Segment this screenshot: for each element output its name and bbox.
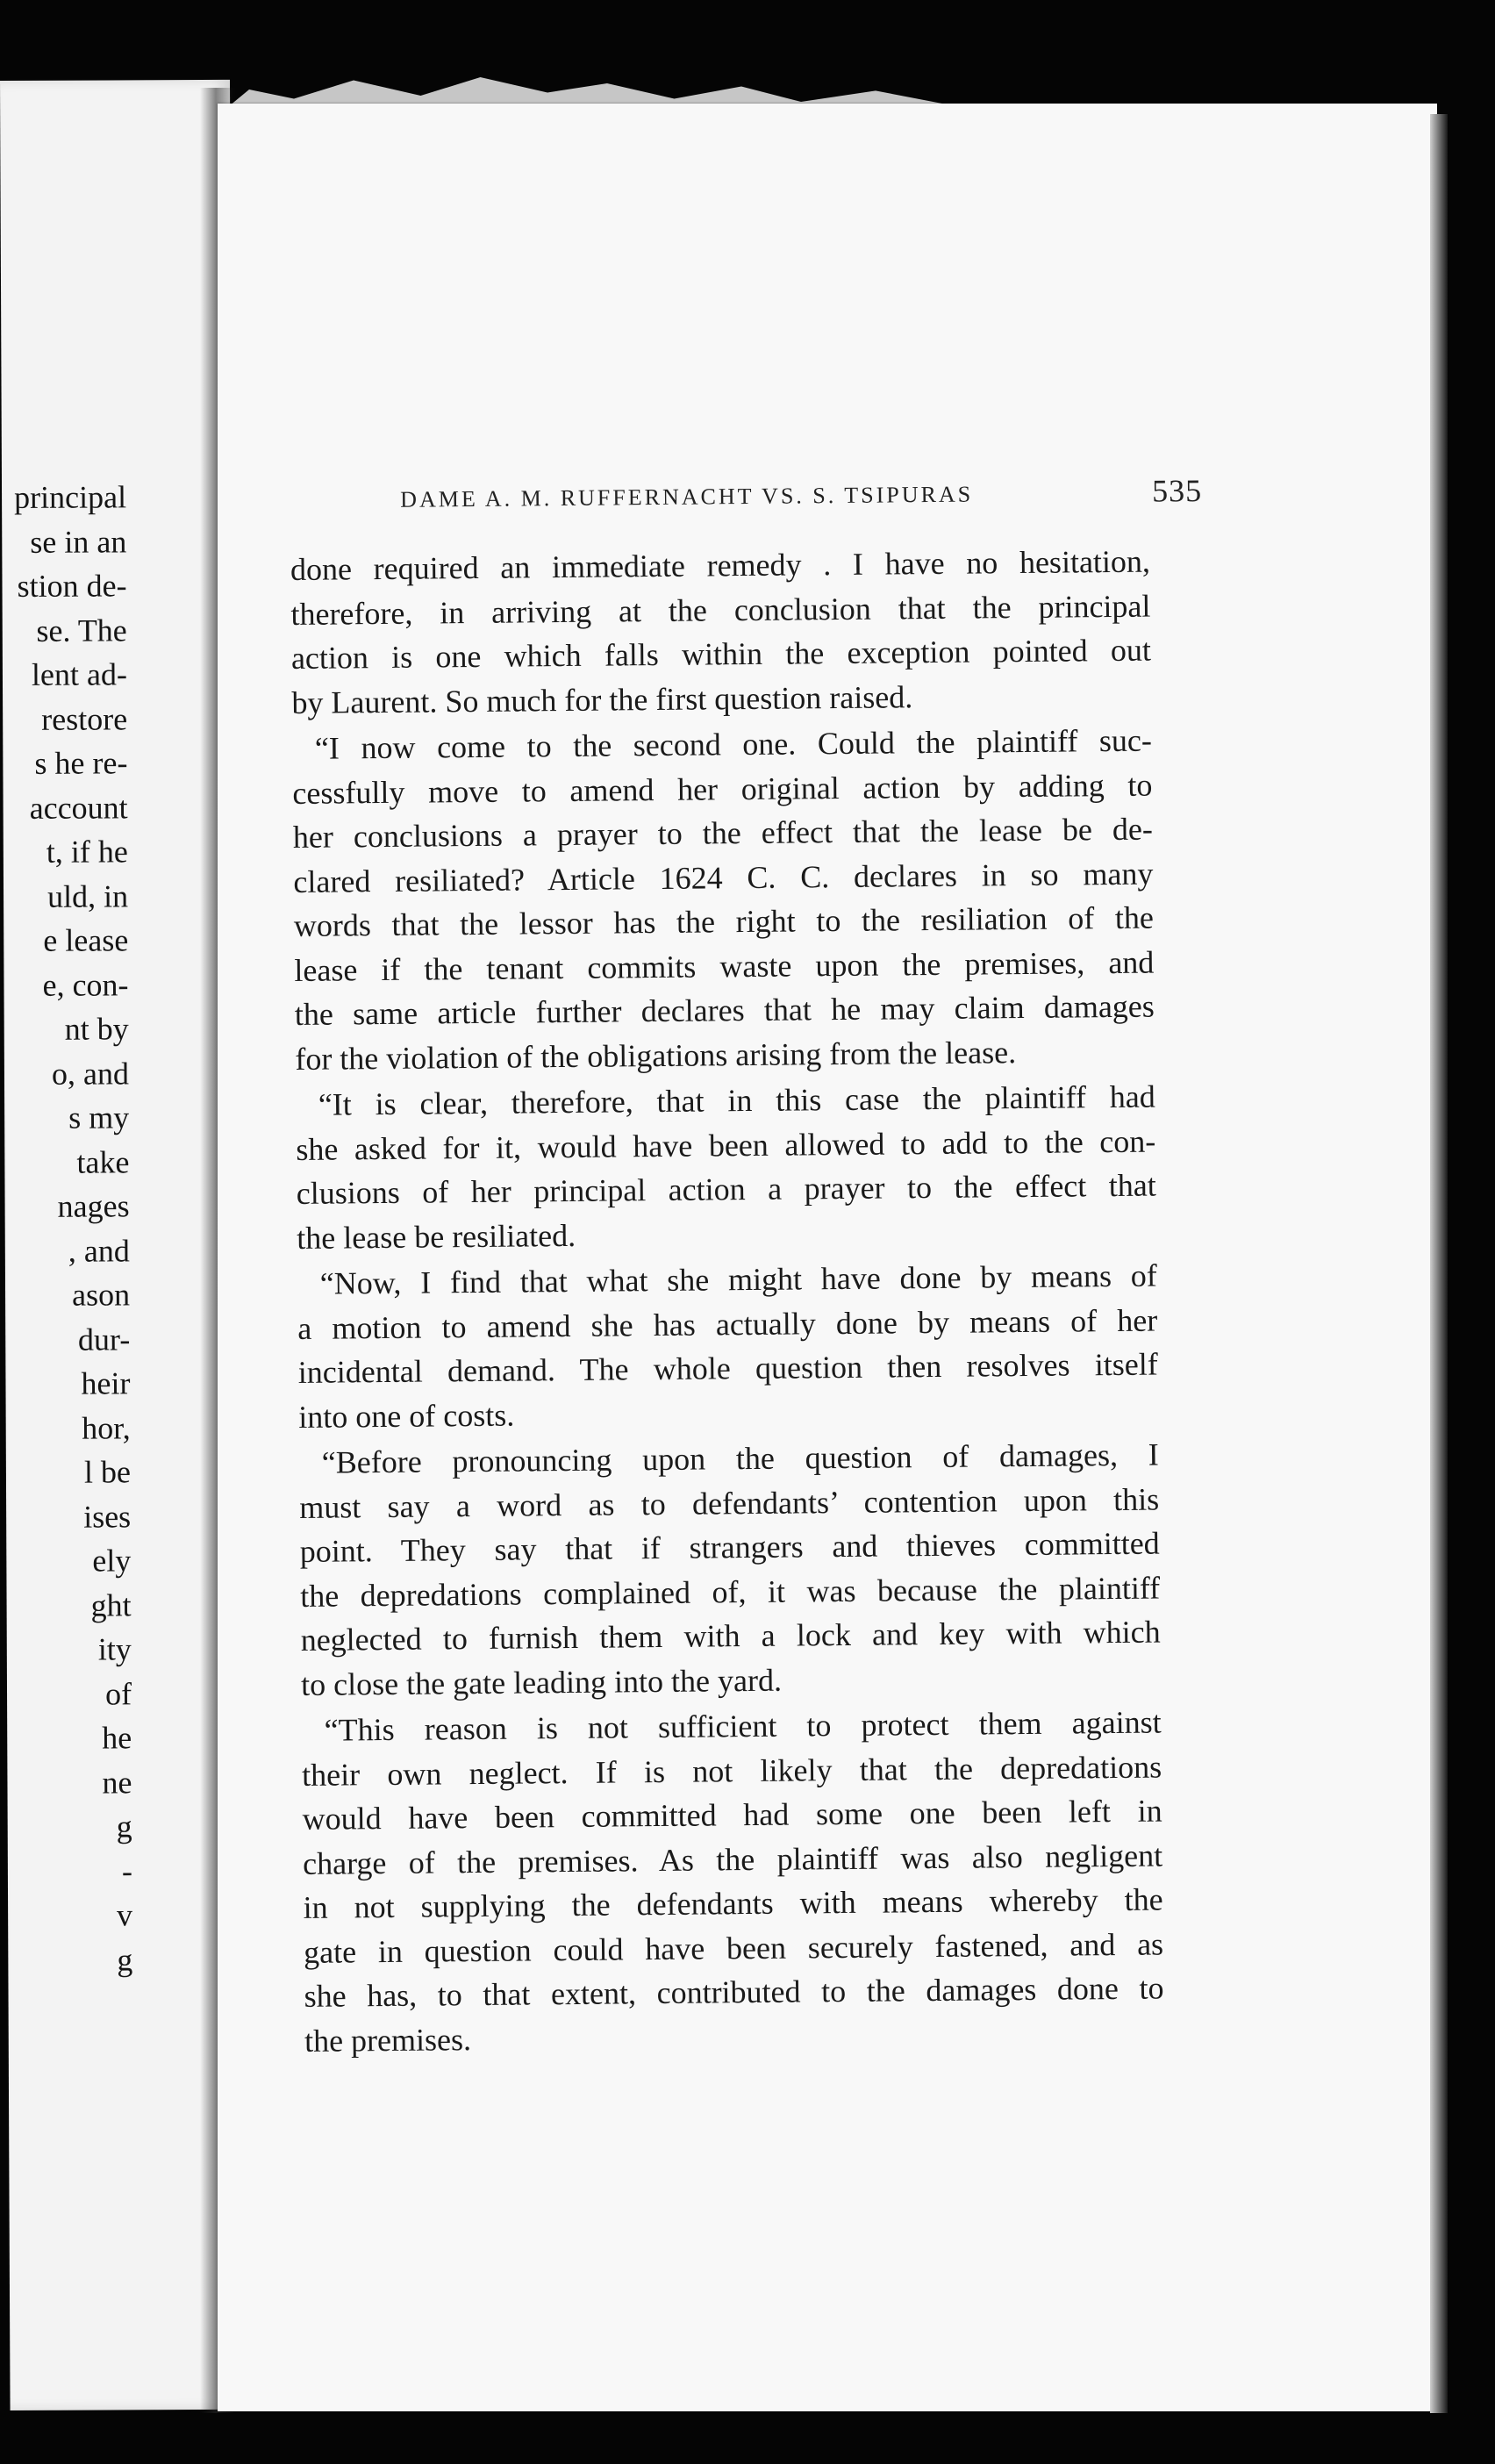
left-page-line xyxy=(0,1006,129,1051)
left-page-line-text: restore xyxy=(41,700,128,737)
left-page-line-text: se in an xyxy=(30,523,127,560)
text-line: the same article further declares that he may claim damages xyxy=(294,988,1155,1032)
left-page-line-text: ely xyxy=(92,1543,132,1579)
text-line: point. They say that if strangers and thieves committed xyxy=(299,1525,1160,1569)
text-line: would have been committed had some one been left in xyxy=(302,1793,1162,1837)
text-line: clared resiliated? Article 1624 C. C. declares in so many xyxy=(293,856,1154,899)
paragraph xyxy=(301,1701,1164,2063)
paragraph xyxy=(290,540,1152,725)
text-line: must say a word as to defendants’ contention upon this xyxy=(299,1481,1160,1525)
left-page-line-text: take xyxy=(76,1143,130,1180)
left-page-line-text: principal xyxy=(14,479,127,515)
left-page-line xyxy=(0,1494,131,1539)
left-page-line-text: stion de- xyxy=(17,568,127,604)
text-line: clusions of her principal action a prayer to the effect that xyxy=(296,1167,1156,1211)
left-page-line xyxy=(0,1450,131,1494)
left-page-line xyxy=(0,652,127,697)
text-line: “This reason is not sufficient to protect them against xyxy=(324,1704,1162,1748)
left-page-line xyxy=(0,1672,132,1716)
text-line: a motion to amend she has actually done by means of her xyxy=(297,1302,1158,1346)
left-page-line-text: nt by xyxy=(64,1011,129,1047)
text-line: done required an immediate remedy . I have no hesitation, xyxy=(290,543,1151,587)
left-page-line xyxy=(0,563,127,608)
left-page-line xyxy=(0,1095,129,1140)
left-page-line xyxy=(0,1583,132,1628)
left-page-line-text: ne xyxy=(102,1764,132,1801)
text-line: “I now come to the second one. Could the plaintiff suc- xyxy=(314,722,1153,766)
left-page-line xyxy=(0,829,128,874)
left-page-line xyxy=(0,741,128,785)
text-line: “It is clear, therefore, that in this case the plaintiff had xyxy=(318,1078,1155,1122)
left-page-line-text: l be xyxy=(83,1454,132,1490)
left-page-line xyxy=(0,519,126,564)
left-page-line-text: e, con- xyxy=(42,966,129,1003)
left-page-line xyxy=(0,1228,130,1273)
text-line: in not supplying the defendants with means whereby the xyxy=(303,1881,1163,1925)
left-page-line xyxy=(0,697,127,741)
left-page-line-text: , and xyxy=(68,1232,130,1269)
left-page-line xyxy=(0,1849,132,1894)
paragraph xyxy=(292,719,1155,1081)
left-page-line-text: s my xyxy=(68,1099,130,1135)
left-page-line-text: t, if he xyxy=(46,834,128,870)
running-title: DAME A. M. RUFFERNACHT VS. S. TSIPURAS xyxy=(400,481,974,512)
left-page-line xyxy=(0,1361,131,1406)
running-head xyxy=(342,470,1203,531)
left-page-line-text: ason xyxy=(71,1277,131,1313)
left-page-line-text: dur- xyxy=(77,1321,131,1357)
text-line: to close the gate leading into the yard. xyxy=(300,1662,783,1702)
left-page-line xyxy=(0,1317,130,1362)
left-page-line xyxy=(0,1140,129,1185)
text-line: for the violation of the obligations arising from the lease. xyxy=(295,1034,1017,1077)
text-line: their own neglect. If is not likely that the depredations xyxy=(301,1749,1162,1793)
left-page-line-text: ity xyxy=(97,1631,132,1667)
left-page-text-fragments xyxy=(0,475,132,1982)
text-line: “Now, I find that what she might have done by means of xyxy=(319,1257,1157,1301)
text-line: her conclusions a prayer to the effect that the lease be de- xyxy=(292,811,1154,855)
text-line: neglected to furnish them with a lock and key with which xyxy=(300,1614,1161,1658)
paragraph xyxy=(299,1433,1162,1707)
text-line: words that the lessor has the right to the resiliation of the xyxy=(293,899,1155,943)
left-page-line xyxy=(0,874,128,919)
paragraph xyxy=(296,1075,1157,1260)
left-page-line xyxy=(0,1760,132,1805)
text-line: she has, to that extent, contributed to the damages done to xyxy=(304,1970,1164,2014)
text-line: the depredations complained of, it was because the plaintiff xyxy=(300,1570,1161,1614)
text-line: by Laurent. So much for the first question raised. xyxy=(291,678,913,720)
page-edge-shadow xyxy=(1430,114,1448,2413)
text-line: into one of costs. xyxy=(298,1397,515,1435)
text-line: cessfully move to amend her original action by adding to xyxy=(292,767,1153,811)
page-content xyxy=(290,471,1203,2065)
left-page-line xyxy=(0,1184,130,1228)
left-page-line xyxy=(0,1538,131,1583)
left-page-line-text: - xyxy=(121,1852,132,1888)
text-line: lease if the tenant commits waste upon the premises, and xyxy=(294,944,1155,988)
text-line: the lease be resiliated. xyxy=(297,1217,576,1256)
text-line: she asked for it, would have been allowed to add to the con- xyxy=(296,1123,1156,1167)
left-page-line xyxy=(0,1627,132,1672)
left-page-line xyxy=(0,1893,132,1938)
body-text xyxy=(290,540,1165,2065)
left-page-line-text: g xyxy=(117,1941,133,1977)
left-page-line xyxy=(0,1938,132,1982)
left-page-line-text: nages xyxy=(57,1188,130,1224)
left-page-line xyxy=(0,963,129,1007)
text-line: “Before pronouncing upon the question of damages, I xyxy=(321,1436,1159,1480)
text-line: charge of the premises. As the plaintiff was also negligent xyxy=(302,1837,1163,1881)
left-page-line-text: he xyxy=(102,1720,132,1756)
left-page-line-text: se. The xyxy=(36,612,127,648)
left-page-line xyxy=(0,608,127,653)
left-page-line-text: e lease xyxy=(43,922,129,958)
page-number: 535 xyxy=(1151,473,1203,509)
left-page-line-text: of xyxy=(104,1675,132,1711)
left-page-line xyxy=(0,475,126,519)
left-page-line xyxy=(0,1804,132,1849)
text-line: gate in question could have been securely fastened, and as xyxy=(303,1926,1164,1970)
text-line: action is one which falls within the exception pointed out xyxy=(290,632,1152,676)
left-page-line-text: hor, xyxy=(82,1409,131,1446)
left-page-line xyxy=(0,785,128,830)
left-page-line-text: heir xyxy=(81,1365,131,1401)
left-page-line-text: uld, in xyxy=(46,877,129,914)
left-page-line xyxy=(0,918,128,963)
text-line: incidental demand. The whole question then resolves itself xyxy=(297,1346,1158,1390)
left-page-line xyxy=(0,1715,132,1760)
left-page-line-text: g xyxy=(116,1809,132,1844)
left-page-line-text: account xyxy=(29,789,128,826)
right-page xyxy=(218,104,1437,2411)
left-page-line-text: v xyxy=(117,1897,133,1933)
paragraph xyxy=(297,1254,1159,1439)
left-page-line xyxy=(0,1272,130,1317)
left-page-line-text: lent ad- xyxy=(31,656,128,692)
left-page-line xyxy=(0,1051,129,1096)
text-line: the premises. xyxy=(304,2021,472,2059)
left-page-line xyxy=(0,1406,131,1450)
left-page-line-text: ises xyxy=(83,1498,132,1535)
left-page-line-text: s he re- xyxy=(34,745,128,781)
left-page-line-text: o, and xyxy=(51,1055,130,1092)
left-page-line-text: ght xyxy=(90,1587,132,1623)
text-line: therefore, in arriving at the conclusion that the principal xyxy=(290,588,1151,632)
